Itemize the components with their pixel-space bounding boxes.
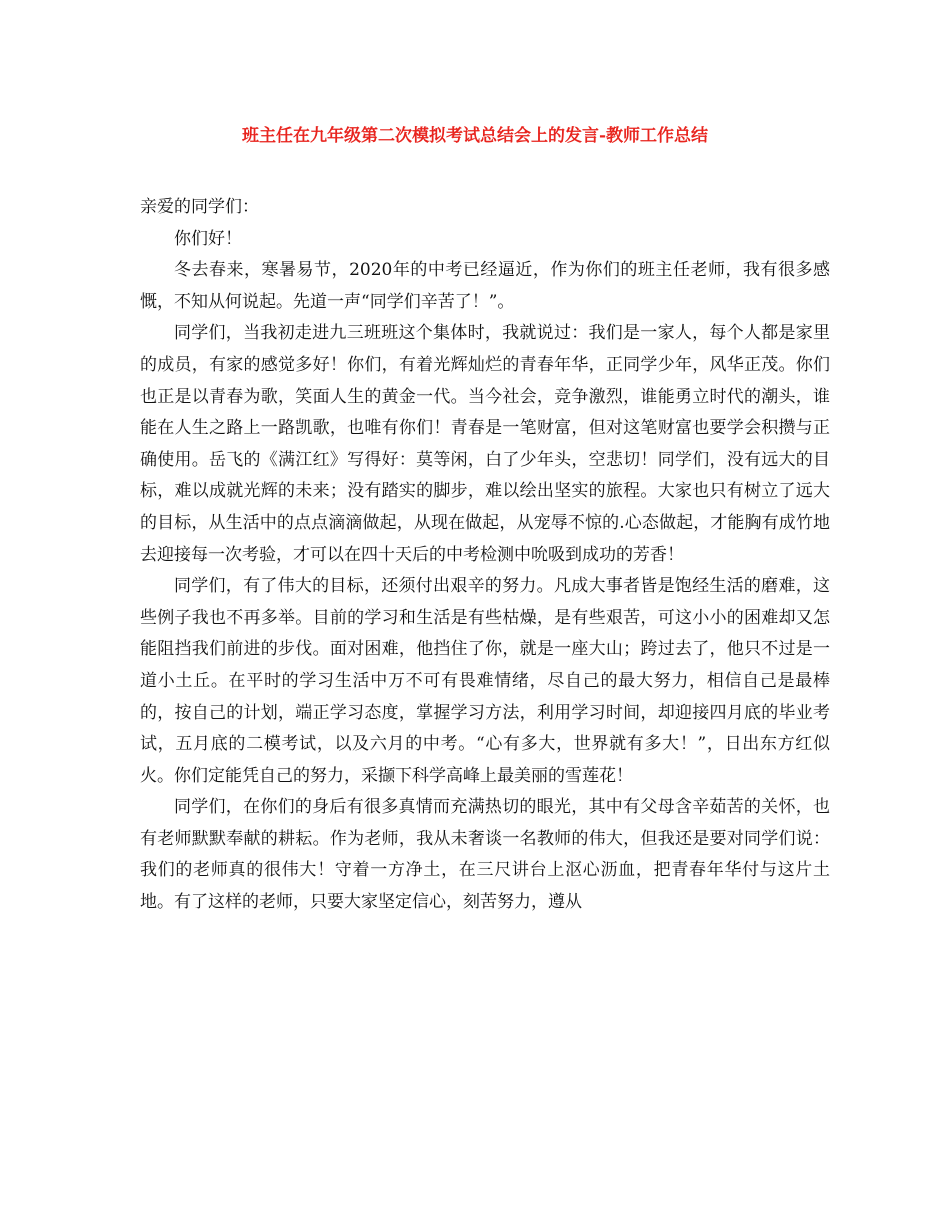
- document-title: 班主任在九年级第二次模拟考试总结会上的发言-教师工作总结: [241, 126, 709, 146]
- paragraph-effort: 同学们，有了伟大的目标，还须付出艰辛的努力。凡成大事者皆是饱经生活的磨难，这些例子我也不再多举。目前的学习和生活是有些枯燥，是有些艰苦，可这小小的困难却又怎能阻挡我们前进的步伐。面对困难，他挡住了你，就是一座大山；跨过去了，他只不过是一道小土丘。在平时的学习生活中万不可有畏难情绪，尽自己的最大努力，相信自己是最棒的，按自己的计划，端正学习态度，掌握学习方法，利用学习时间，却迎接四月底的毕业考试，五月底的二模考试，以及六月的中考。“心有多大，世界就有多大！”，日出东方红似火。你们定能凭自己的努力，采撷下科学高峰上最美丽的雪莲花！: [140, 576, 830, 786]
- paragraph-youth: 同学们，当我初走进九三班班这个集体时，我就说过：我们是一家人，每个人都是家里的成员，有家的感觉多好！你们，有着光辉灿烂的青春年华，正同学少年，风华正茂。你们也正是以青春为歌，笑面人生的黄金一代。当今社会，竞争激烈，谁能勇立时代的潮头，谁能在人生之路上一路凯歌，也唯有你们！青春是一笔财富，但对这笔财富也要学会积攒与正确使用。岳飞的《满江红》写得好：莫等闲，白了少年头，空悲切！同学们，没有远大的目标，难以成就光辉的未来；没有踏实的脚步，难以绘出坚实的旅程。大家也只有树立了远大的目标，从生活中的点点滴滴做起，从现在做起，从宠辱不惊的.心态做起，才能胸有成竹地去迎接每一次考验，才可以在四十天后的中考检测中吮吸到成功的芳香！: [140, 323, 830, 565]
- salutation: 亲爱的同学们：: [140, 197, 259, 217]
- paragraph-greeting: 你们好！: [174, 228, 242, 249]
- document-body: [140, 192, 830, 919]
- paragraph-intro: 冬去春来，寒暑易节，2020年的中考已经逼近，作为你们的班主任老师，我有很多感慨，不知从何说起。先道一声“同学们辛苦了！”。: [140, 260, 830, 312]
- paragraph-teachers: 同学们，在你们的身后有很多真情而充满热切的眼光，其中有父母含辛茹苦的关怀，也有老师默默奉献的耕耘。作为老师，我从未奢谈一名教师的伟大，但我还是要对同学们说：我们的老师真的很伟大！守着一方净土，在三尺讲台上沤心沥血，把青春年华付与这片土地。有了这样的老师，只要大家坚定信心，刻苦努力，遵从: [140, 797, 830, 913]
